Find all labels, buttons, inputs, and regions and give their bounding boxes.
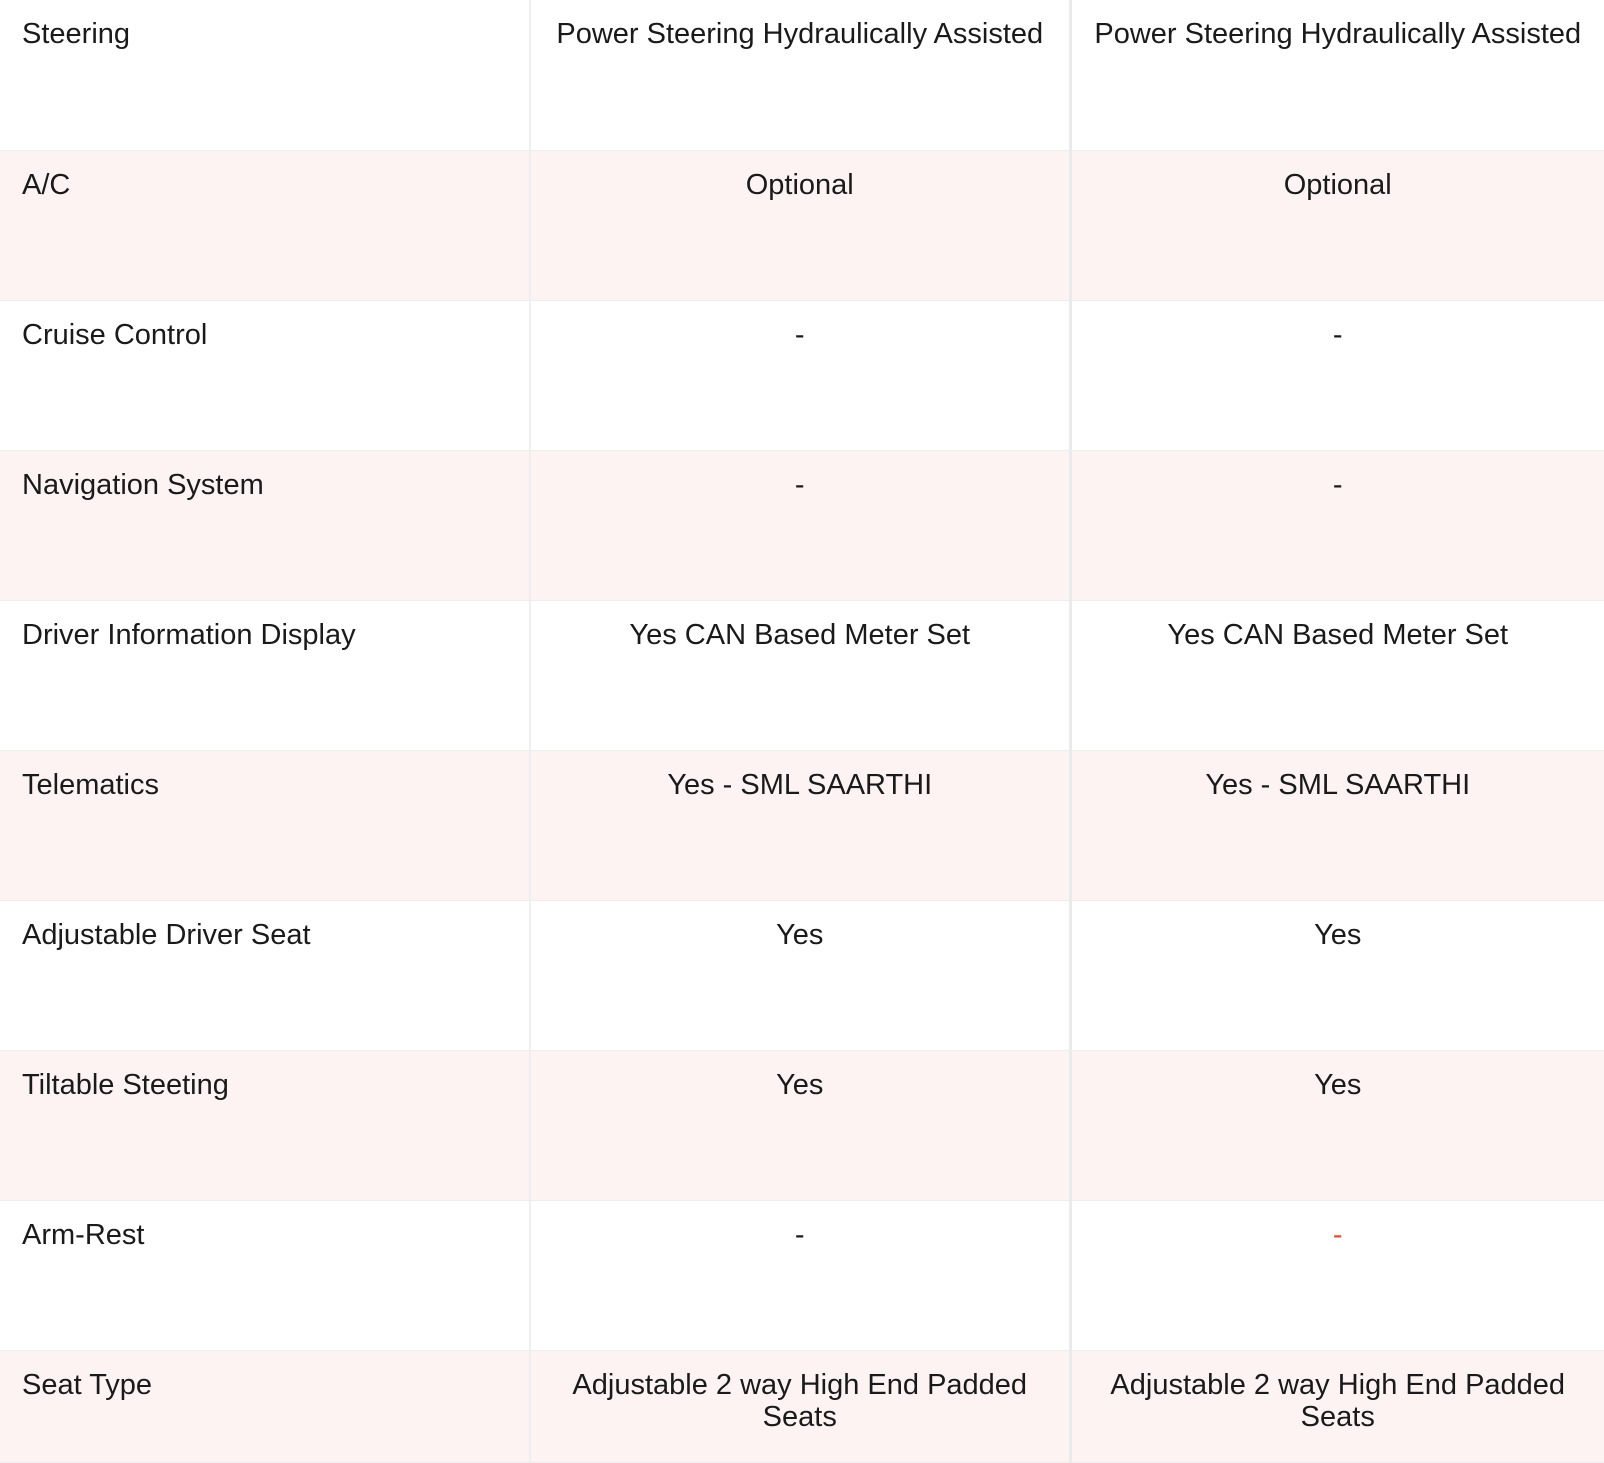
- variant-a-value: Yes CAN Based Meter Set: [530, 600, 1070, 750]
- variant-b-value: -: [1070, 450, 1604, 600]
- variant-b-value: Yes CAN Based Meter Set: [1070, 600, 1604, 750]
- table-row-tiltable-steering: [0, 1050, 1604, 1200]
- variant-b-value: -: [1070, 1200, 1604, 1350]
- table-row-ac: [0, 150, 1604, 300]
- table-row-cruise-control: [0, 300, 1604, 450]
- variant-b-value: Adjustable 2 way High End Padded Seats: [1070, 1350, 1604, 1462]
- variant-a-value: Adjustable 2 way High End Padded Seats: [530, 1350, 1070, 1462]
- variant-a-value: -: [530, 1200, 1070, 1350]
- table-row-navigation-system: [0, 450, 1604, 600]
- row-label: Adjustable Driver Seat: [0, 900, 530, 1050]
- variant-a-value: Power Steering Hydraulically Assisted: [530, 0, 1070, 150]
- variant-a-value: -: [530, 300, 1070, 450]
- variant-a-value: Optional: [530, 150, 1070, 300]
- row-label: Seat Type: [0, 1350, 530, 1462]
- variant-b-value: Yes - SML SAARTHI: [1070, 750, 1604, 900]
- table-row-seat-type: [0, 1350, 1604, 1462]
- row-label: Navigation System: [0, 450, 530, 600]
- variant-b-value: Yes: [1070, 1050, 1604, 1200]
- table-row-arm-rest: [0, 1200, 1604, 1350]
- table-row-steering: [0, 0, 1604, 150]
- variant-b-value: Yes: [1070, 900, 1604, 1050]
- variant-b-value: Power Steering Hydraulically Assisted: [1070, 0, 1604, 150]
- variant-b-value: -: [1070, 300, 1604, 450]
- table-row-adjustable-driver-seat: [0, 900, 1604, 1050]
- variant-b-value: Optional: [1070, 150, 1604, 300]
- variant-a-value: Yes: [530, 1050, 1070, 1200]
- row-label: Driver Information Display: [0, 600, 530, 750]
- variant-a-value: Yes - SML SAARTHI: [530, 750, 1070, 900]
- row-label: Telematics: [0, 750, 530, 900]
- table-row-driver-information-display: [0, 600, 1604, 750]
- row-label: Tiltable Steeting: [0, 1050, 530, 1200]
- row-label: Arm-Rest: [0, 1200, 530, 1350]
- variant-a-value: -: [530, 450, 1070, 600]
- table-row-telematics: [0, 750, 1604, 900]
- variant-a-value: Yes: [530, 900, 1070, 1050]
- row-label: Cruise Control: [0, 300, 530, 450]
- row-label: Steering: [0, 0, 530, 150]
- row-label: A/C: [0, 150, 530, 300]
